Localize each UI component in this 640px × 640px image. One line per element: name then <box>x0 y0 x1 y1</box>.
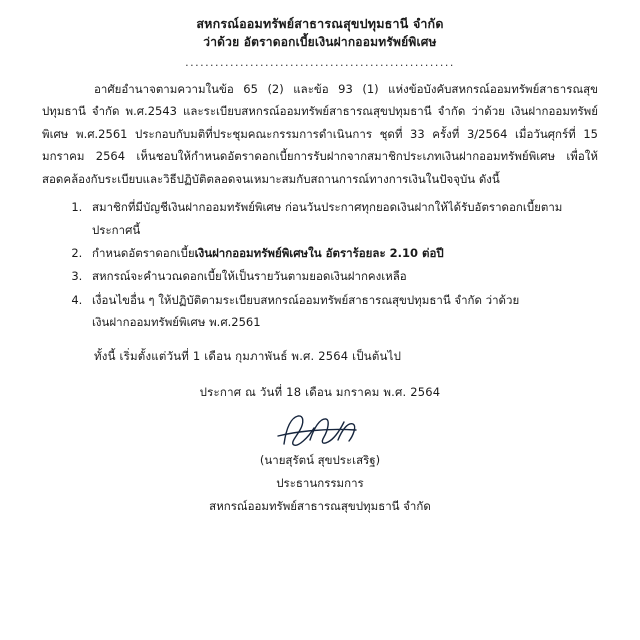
clause-text: กำหนดอัตราดอกเบี้ย <box>92 245 195 260</box>
clause-text: สหกรณ์จะคำนวณดอกเบี้ยให้เป็นรายวันตามยอดเงินฝากคงเหลือ <box>92 269 407 284</box>
clause-list <box>42 196 598 334</box>
document-title-line-2: ว่าด้วย อัตราดอกเบี้ยเงินฝากออมทรัพย์พิเศษ <box>203 35 437 50</box>
list-item <box>86 289 598 334</box>
list-item <box>86 196 598 241</box>
signature-organization: สหกรณ์ออมทรัพย์สาธารณสุขปทุมธานี จำกัด <box>209 498 431 513</box>
document-title-block <box>42 14 598 52</box>
signature-block <box>42 410 598 516</box>
effective-date-line: ทั้งนี้ เริ่มตั้งแต่วันที่ 1 เดือน กุมภาพันธ์ พ.ศ. 2564 เป็นต้นไป <box>94 348 402 363</box>
list-item <box>86 242 598 264</box>
preamble-paragraph: อาศัยอำนาจตามความในข้อ 65 (2) และข้อ 93 (1) แห่งข้อบังคับสหกรณ์ออมทรัพย์สาธารณสุขปทุมธานี จำกัด พ.ศ.2543 และระเบียบสหกรณ์ออมทรัพย์สาธารณสุขปทุมธานี จำกัด ว่าด้วย เงินฝากออมทรัพย์พิเศษ พ.ศ.2561 ประกอบกับมติที่ประชุมคณะกรรมการดำเนินการ ชุดที่ 33 ครั้งที่ 3/2564 เมื่อวันศุกร์ที่ 15 มกราคม 2564 เห็นชอบให้กำหนดอัตราดอกเบี้ยการรับฝากจากสมาชิกประเภทเงินฝากออมทรัพย์พิเศษ เพื่อให้สอดคล้องกับระเบียบและวิธีปฏิบัติตลอดจนเหมาะสมกับสถานการณ์ทางการเงินในปัจจุบัน ดังนี้ <box>42 81 598 186</box>
signature-role: ประธานกรรมการ <box>276 475 364 490</box>
clause-subline: เงินฝากออมทรัพย์พิเศษ พ.ศ.2561 <box>92 315 261 330</box>
clause-text: สมาชิกที่มีบัญชีเงินฝากออมทรัพย์พิเศษ ก่อนวันประกาศทุกยอดเงินฝากให้ได้รับอัตราดอกเบี้ยตาม <box>92 200 563 215</box>
document-title-line-1: สหกรณ์ออมทรัพย์สาธารณสุขปทุมธานี จำกัด <box>196 16 444 31</box>
announcement-date-line: ประกาศ ณ วันที่ 18 เดือน มกราคม พ.ศ. 2564 <box>199 384 441 399</box>
signature-name: (นายสุรัตน์ สุขประเสริฐ) <box>259 452 381 467</box>
title-divider: ...................................................... <box>185 55 455 68</box>
signature-mark <box>42 410 598 450</box>
clause-text-emphasis: เงินฝากออมทรัพย์พิเศษใน อัตราร้อยละ 2.10 ต่อปี <box>194 245 444 260</box>
list-item <box>86 265 598 287</box>
clause-text: เงื่อนไขอื่น ๆ ให้ปฏิบัติตามระเบียบสหกรณ์ออมทรัพย์สาธารณสุขปทุมธานี จำกัด ว่าด้วย <box>92 292 520 307</box>
clause-subline: ประกาศนี้ <box>92 222 141 237</box>
